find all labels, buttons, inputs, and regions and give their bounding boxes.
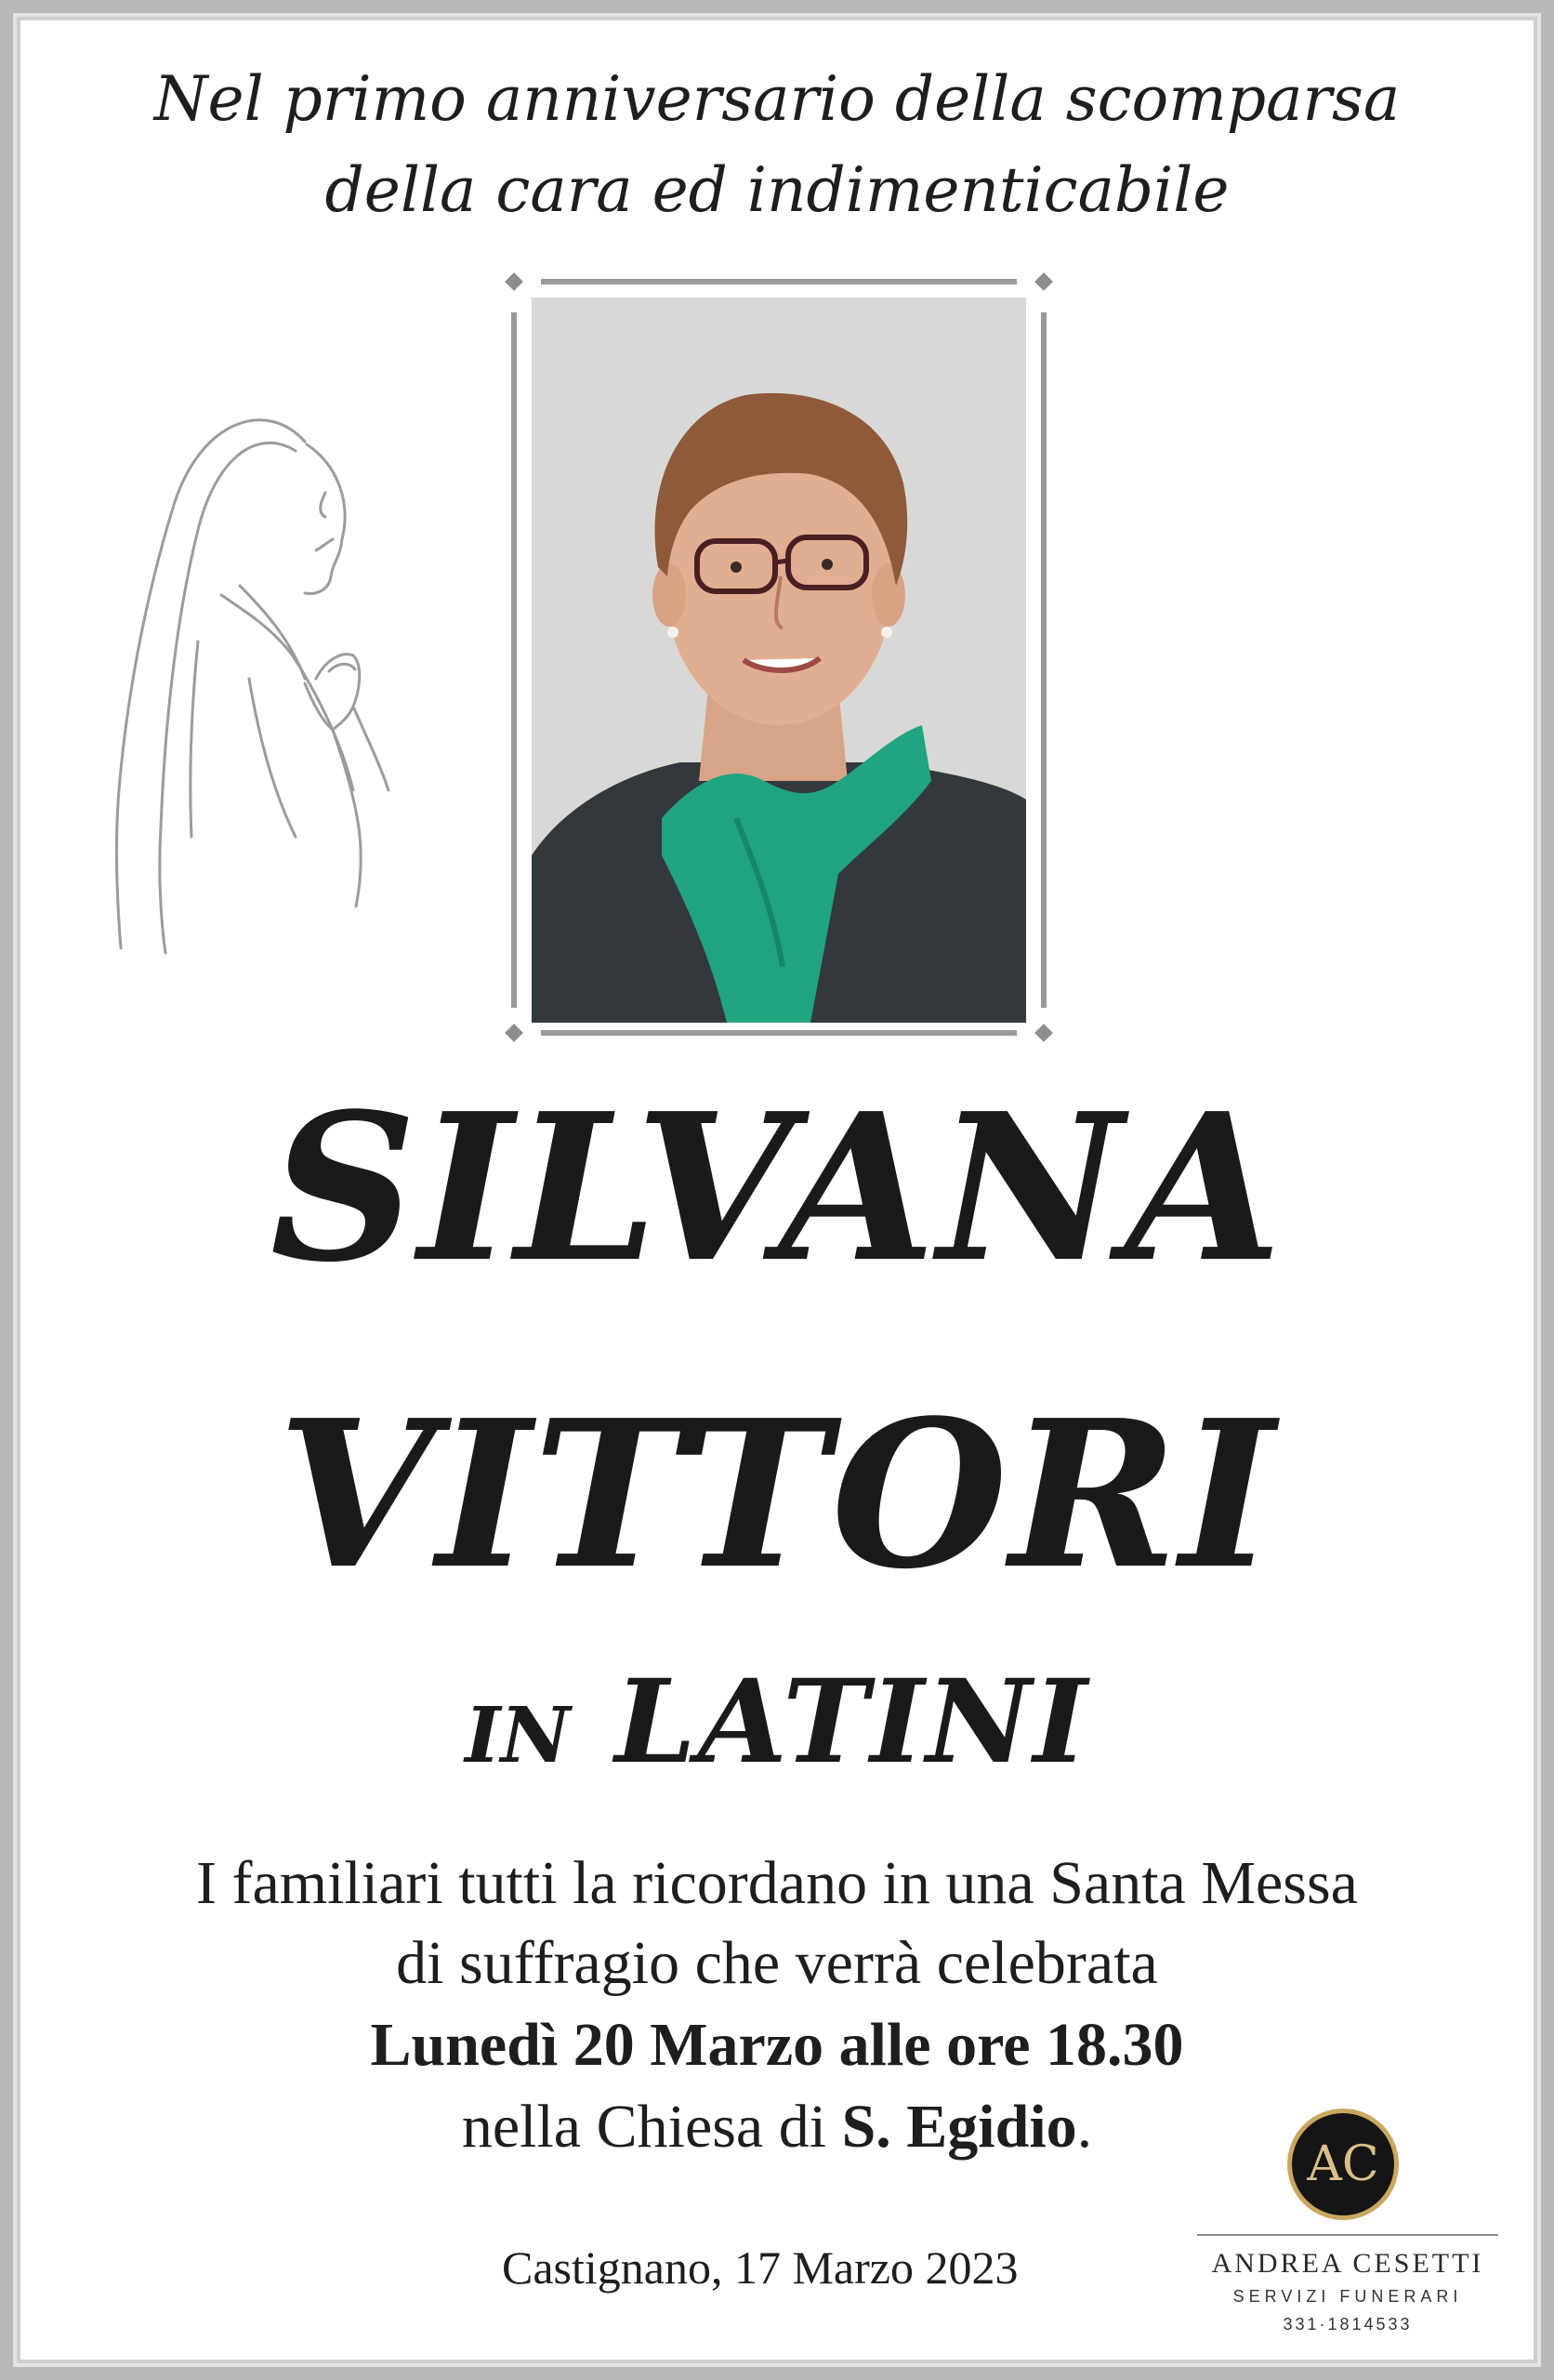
logo-divider — [1197, 2234, 1498, 2236]
portrait-frame — [509, 275, 1048, 1045]
intro-line-2: della cara ed indimenticabile — [324, 154, 1230, 226]
portrait-photo — [532, 298, 1026, 1023]
church-name: S. Egidio — [841, 2093, 1077, 2161]
monogram-badge — [1287, 2109, 1399, 2220]
funeral-home-name: ANDREA CESETTI — [1211, 2248, 1484, 2279]
location-prefix: nella Chiesa di — [461, 2093, 842, 2161]
place-and-date: Castignano, 17 Marzo 2023 — [502, 2241, 1019, 2294]
deceased-first-name: SILVANA — [270, 1069, 1284, 1307]
frame-right-bar — [1041, 312, 1047, 1008]
intro-line-1: Nel primo anniversario della scomparsa — [153, 63, 1401, 135]
funeral-home-subtitle: SERVIZI FUNERARI — [1232, 2287, 1463, 2306]
married-prefix: IN — [465, 1691, 571, 1780]
married-surname: LATINI — [614, 1655, 1089, 1790]
location-suffix: . — [1076, 2093, 1093, 2161]
message-line-2: di suffragio che verrà celebrata — [396, 1929, 1158, 1997]
funeral-home-phone: 331·1814533 — [1283, 2315, 1413, 2334]
frame-bottom-bar — [541, 1030, 1017, 1036]
funeral-home-logo — [1197, 2109, 1517, 2350]
praying-madonna-illustration — [110, 400, 407, 958]
monogram-text: AC — [1307, 2136, 1379, 2192]
mass-datetime: Lunedì 20 Marzo alle ore 18.30 — [370, 2011, 1184, 2079]
message-line-1: I familiari tutti la ricordano in una Santa Messa — [196, 1849, 1358, 1917]
portrait-woman-image — [532, 298, 1026, 1023]
frame-top-bar — [541, 279, 1017, 284]
married-surname-line — [0, 1655, 1554, 1790]
frame-left-bar — [511, 312, 517, 1008]
deceased-last-name: VITTORI — [277, 1376, 1277, 1614]
